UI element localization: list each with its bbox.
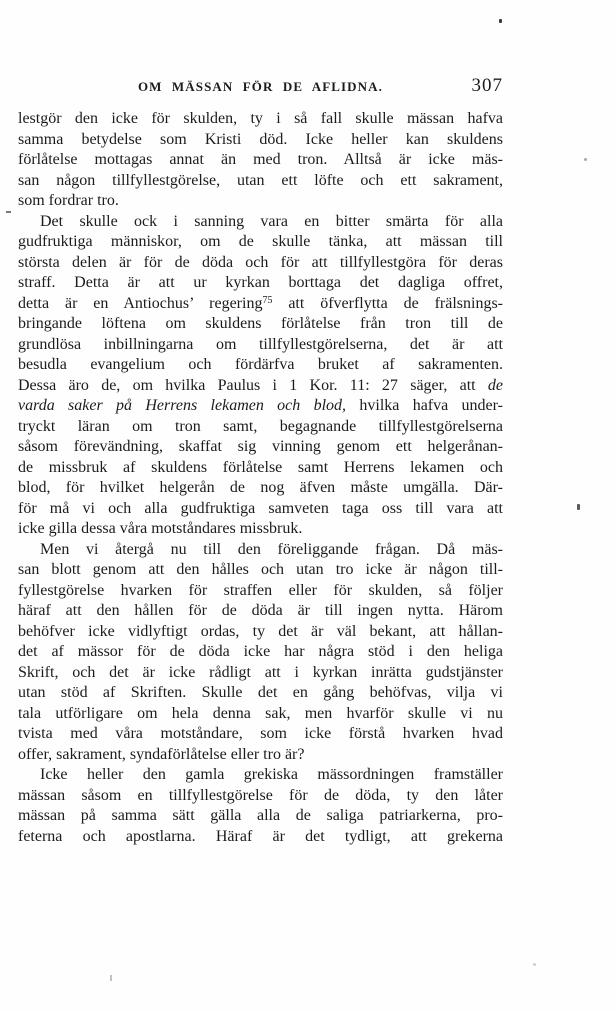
scan-speckle	[110, 975, 112, 981]
paragraph-4	[18, 765, 503, 847]
text-line: straff. Detta är att ur kyrkan borttaga det dagliga offret,	[18, 274, 503, 291]
text-line: utan stöd af Skriften. Skulle det en gång behöfvas, vilja vi	[18, 684, 503, 701]
text-line: feterna och apostlarna. Häraf är det tydligt, att grekerna	[18, 827, 503, 845]
footnote-marker: 75	[262, 294, 273, 306]
text-segment: detta är en Antiochus’ regering	[18, 294, 263, 312]
text-line: såsom förevändning, skaffat sig vinning genom ett helgerånan-	[18, 438, 503, 455]
text-line: häraf att den hållen för de döda är till ingen nytta. Härom	[18, 602, 503, 619]
text-line: samma betydelse som Kristi död. Icke heller kan skuldens	[18, 130, 503, 148]
paragraph-2	[18, 212, 503, 540]
text-line	[18, 294, 503, 315]
text-line: fyllestgörelse hvarken för straffen eller för skulden, så följer	[18, 581, 503, 599]
text-line: största delen är för de döda och för att tillfyllestgöra för deras	[18, 253, 503, 271]
paragraph-3	[18, 540, 503, 766]
text-line: för må vi och alla gudfruktiga samveten taga oss till vara att	[18, 499, 503, 517]
text-line: grundlösa inbillningarna om tillfyllestgörelserna, det är att	[18, 335, 503, 353]
text-line: det af mässor för de döda icke har några stöd i den heliga	[18, 643, 503, 660]
text-line: tvista med våra motståndare, som icke förstå hvarken hvad	[18, 725, 503, 742]
text-line: blod, för hvilket helgerån de nog äfven måste umgälla. Där-	[18, 479, 503, 496]
text-line: de missbruk af skuldens förlåtelse samt Herrens lekamen och	[18, 458, 503, 476]
text-line: mässan såsom en tillfyllestgörelse för de döda, ty den låter	[18, 786, 503, 804]
text-line: san någon tillfyllestgörelse, utan ett löfte och ett sakrament,	[18, 171, 503, 189]
text-line: lestgör den icke för skulden, ty i så fall skulle mässan hafva	[18, 110, 503, 127]
text-line: besudla evangelium och fördärfva bruket af sakramenten.	[18, 356, 503, 373]
page-number: 307	[471, 75, 503, 96]
text-line: offer, sakrament, syndaförlåtelse eller tro är?	[18, 745, 305, 763]
text-line: tryckt läran om tron samt, begagnande tillfyllestgörelserna	[18, 417, 503, 435]
scripture-quote-segment: varda saker på Herrens lekamen och blod,	[18, 397, 347, 414]
text-line	[18, 396, 503, 417]
text-line: icke gilla dessa våra motståndares missbruk.	[18, 520, 303, 537]
text-segment: Dessa äro de, om hvilka Paulus i 1 Kor. 11: 27 säger, att	[18, 376, 488, 394]
scan-speckle	[6, 211, 11, 213]
text-line: förlåtelse mottagas annat än med tron. Alltså är icke mäs-	[18, 151, 503, 168]
text-line: Det skulle ock i sanning vara en bitter smärta för alla	[40, 212, 503, 230]
text-block	[18, 75, 503, 847]
text-line: san blott genom att den hålles och utan tro icke är någon till-	[18, 561, 503, 578]
text-line: som fordrar tro.	[18, 192, 119, 209]
text-segment: att öfverflytta de frälsnings-	[272, 294, 503, 312]
paragraph-1	[18, 109, 503, 212]
text-line: gudfruktiga människor, om de skulle tänka, att mässan till	[18, 233, 503, 250]
scan-speckle	[533, 963, 536, 966]
text-line: mässan på samma sätt gälla alla de saliga patriarkerna, pro-	[18, 807, 503, 824]
scan-speckle	[499, 19, 502, 23]
scripture-quote-segment: de	[487, 376, 503, 394]
text-segment: hvilka hafva under-	[346, 397, 503, 414]
text-line: Men vi återgå nu till den föreliggande frågan. Då mäs-	[40, 540, 503, 558]
text-line: Skrift, och det är icke rådligt att i kyrkan inrätta gudstjänster	[18, 663, 503, 681]
running-header-title: OM MÄSSAN FÖR DE AFLIDNA.	[137, 79, 384, 94]
text-line	[18, 376, 503, 397]
text-line: behöfver icke vidlyftigt ordas, ty det är väl bekant, att hållan-	[18, 622, 503, 640]
scan-speckle	[577, 504, 580, 510]
text-line: tala utförligare om hela denna sak, men hvarför skulle vi nu	[18, 704, 503, 722]
text-line: Icke heller den gamla grekiska mässordningen framställer	[40, 766, 503, 783]
text-line: bringande löftena om skuldens förlåtelse från tron till de	[18, 315, 503, 332]
scan-speckle	[584, 158, 587, 161]
running-header	[18, 75, 503, 96]
